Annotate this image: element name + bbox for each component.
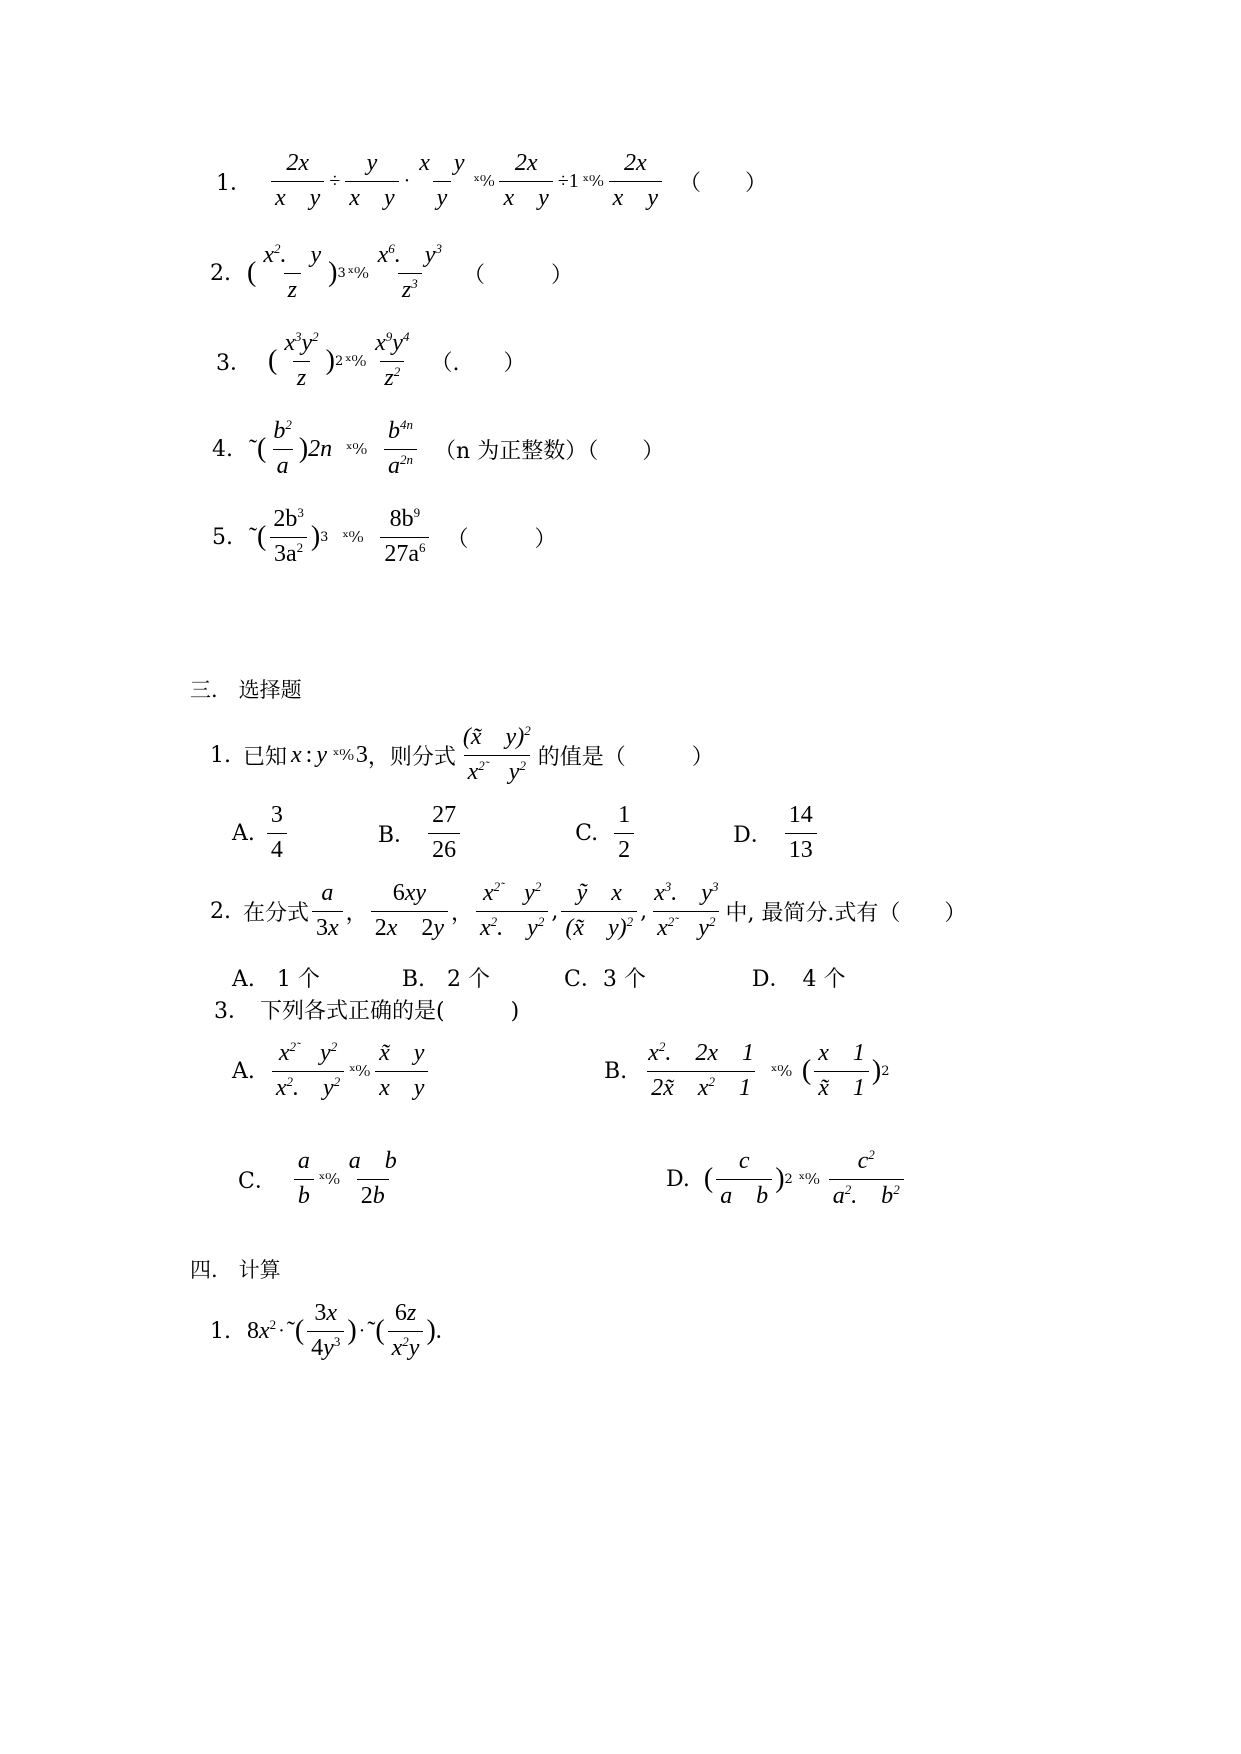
fraction: $\frac{c}{\text{a b}}$ xyxy=(716,1148,772,1210)
option-d[interactable]: D． $\frac{14}{13}$ xyxy=(733,802,820,864)
fraction: $\frac{3x}{4y^3}$ xyxy=(307,1300,344,1362)
section-heading-calc: 四. 计算 xyxy=(190,1258,281,1282)
fraction: $\frac{8b^9}{27a^6}$ xyxy=(380,506,429,568)
item-number: 1. xyxy=(210,742,231,768)
option-d[interactable]: D． 4 个 xyxy=(751,967,846,992)
answer-bracket[interactable]: （ ） xyxy=(462,262,573,288)
option-c[interactable]: C．3 个 xyxy=(564,967,646,992)
fraction: $\frac{y}{\text{x y}}$ xyxy=(345,150,398,212)
item-number: 4. xyxy=(212,436,233,462)
fraction: $\frac{x^2. 2x 1}{2x̃ x^2 1}$ xyxy=(648,1039,754,1101)
fraction: $\frac{(x̃ y)^2}{x^{2̃} y^2}$ xyxy=(462,723,531,785)
calc-q1: 1. $8x^2$ · ˜ ( $\frac{3x}{4y^3}$ ) · ˜ ( $\frac{6z}{x^2y}$ ) . xyxy=(210,1300,442,1361)
item-number: 2. xyxy=(210,898,231,924)
option-b[interactable]: B. 2 个 xyxy=(401,967,491,992)
fraction: $\frac{a}{3x}$ xyxy=(312,880,343,942)
answer-note: （n 为正整数）（ ） xyxy=(434,438,665,464)
fraction: $\frac{x^{2̃} y^2}{x^2. y^2}$ xyxy=(272,1040,344,1102)
choice-q3-option-a[interactable]: A. $\frac{x^{2̃} y^2}{x^2. y^2}$ ˣ⁰⁄₀ $\frac{x̃ y}{\text{x y}}$ xyxy=(232,1040,431,1102)
answer-bracket[interactable]: （ ） xyxy=(678,170,767,196)
fraction: $\frac{\text{a b}}{2b}$ xyxy=(348,1148,397,1209)
fraction: $\frac{b^{4n}}{a^{2n}}$ xyxy=(384,418,417,480)
answer-bracket[interactable]: （. ） xyxy=(430,350,526,376)
item-number: 5. xyxy=(212,524,233,550)
fraction: $\frac{2b^3}{3a^2}$ xyxy=(269,506,308,568)
judge-item-1: 1． $\frac{2x}{\text{x y}}$ ÷ $\frac{y}{\text{x y}}$ · $\frac{\text{x y}}{y}$ ˣ⁰⁄₀ $\frac{2x}{\text{x y}}$ ÷1 ˣ⁰⁄₀ $\frac{2x}{\text{x y}}$ （ ） xyxy=(216,150,767,211)
item-number: 2. xyxy=(210,260,231,286)
judge-item-3: 3． ( $\frac{x^3y^2}{z}$ ) 2 ˣ⁰⁄₀ $\frac{x^9y^4}{z^2}$ （. ） xyxy=(216,329,526,391)
choice-q2-options xyxy=(232,962,846,993)
item-number: 1． xyxy=(216,170,252,196)
option-c[interactable]: C. $\frac{1}{2}$ xyxy=(575,802,637,864)
item-number: 1. xyxy=(210,1318,231,1344)
item-number: 3． xyxy=(216,350,252,376)
item-number: 3． xyxy=(214,999,250,1024)
fraction: $\frac{x̃ y}{\text{x y}}$ xyxy=(375,1040,428,1102)
choice-q2: 2. 在分式 $\frac{a}{3x}$ ， $\frac{6xy}{2x 2y}$ ， $\frac{x^{2̃} y^2}{x^2. y^2}$ , $\frac{\text{ỹ x}}{(x̃ y)^2}$ , $\frac{x^3. y^3}{x^{2̃} y^2}$ 中, 最简分.式有（ ） xyxy=(210,879,967,941)
fraction: $\frac{\text{x y}}{y}$ xyxy=(419,150,465,211)
fraction: $\frac{6z}{x^2y}$ xyxy=(388,1300,424,1362)
fraction: $\frac{x^3. y^3}{x^{2̃} y^2}$ xyxy=(654,879,719,941)
question-text: 下列各式正确的是( ) xyxy=(260,999,520,1024)
question-text: 中, 最简分.式有（ ） xyxy=(725,900,967,926)
choice-q3-option-d[interactable]: D. ( $\frac{c}{\text{a b}}$ ) 2 ˣ⁰⁄₀ $\frac{c^2}{a^2. b^2}$ xyxy=(666,1148,907,1210)
question-text: ，则分式 xyxy=(367,744,456,770)
choice-q3 xyxy=(214,994,519,1025)
question-text: 的值是（ ） xyxy=(537,744,714,770)
fraction: $\frac{x^6. y^3}{z^3}$ xyxy=(377,241,442,303)
fraction: $\frac{x^3y^2}{z}$ xyxy=(284,329,319,391)
fraction: $\frac{x 1}{x̃ 1}$ xyxy=(814,1040,869,1102)
option-a[interactable]: A. 1 个 xyxy=(232,967,320,992)
fraction: $\frac{a}{b}$ xyxy=(294,1148,314,1210)
fraction: $\frac{c^2}{a^2. b^2}$ xyxy=(829,1148,904,1210)
option-b[interactable]: B． $\frac{27}{26}$ xyxy=(378,802,463,864)
fraction: $\frac{x^{2̃} y^2}{x^2. y^2}$ xyxy=(476,880,548,942)
judge-item-2: 2. ( $\frac{x^2. y}{z}$ ) 3 ˣ⁰⁄₀ $\frac{x^6. y^3}{z^3}$ （ ） xyxy=(210,241,573,303)
answer-bracket[interactable]: （ ） xyxy=(446,526,557,552)
fraction: $\frac{x^2. y}{z}$ xyxy=(263,241,322,303)
fraction: $\frac{2x}{\text{x y}}$ xyxy=(609,150,662,212)
fraction: $\frac{x^9y^4}{z^2}$ xyxy=(375,329,410,391)
judge-item-5: 5. ˜ ( $\frac{2b^3}{3a^2}$ ) 3 ˣ⁰⁄₀ $\frac{8b^9}{27a^6}$ （ ） xyxy=(212,505,557,567)
question-text: 已知 xyxy=(243,744,288,770)
fraction: $\frac{b^2}{a}$ xyxy=(273,417,292,479)
choice-q3-option-b[interactable]: B. $\frac{x^2. 2x 1}{2x̃ x^2 1}$ ˣ⁰⁄₀ ( $\frac{x 1}{x̃ 1}$ ) 2 xyxy=(604,1039,890,1101)
choice-q1: 1. 已知 x : y ˣ⁰⁄₀ 3 ，则分式 $\frac{(x̃ y)^2}{x^{2̃} y^2}$ 的值是（ ） xyxy=(210,723,714,785)
fraction: $\frac{\text{ỹ x}}{(x̃ y)^2}$ xyxy=(561,880,637,942)
judge-item-4: 4. ˜ ( $\frac{b^2}{a}$ ) 2n ˣ⁰⁄₀ $\frac{b^{4n}}{a^{2n}}$ （n 为正整数）（ ） xyxy=(212,417,665,479)
choice-q3-option-c[interactable]: C． $\frac{a}{b}$ ˣ⁰⁄₀ $\frac{\text{a b}}{2b}$ xyxy=(238,1148,404,1210)
section-heading-choice: 三. 选择题 xyxy=(190,678,302,702)
choice-q1-options xyxy=(232,802,820,864)
fraction: $\frac{2x}{\text{x y}}$ xyxy=(271,150,324,212)
fraction: $\frac{6xy}{2x 2y}$ xyxy=(371,880,448,942)
option-a[interactable]: A. $\frac{3}{4}$ xyxy=(232,802,290,864)
fraction: $\frac{2x}{\text{x y}}$ xyxy=(499,150,552,212)
question-text: 在分式 xyxy=(243,900,310,926)
